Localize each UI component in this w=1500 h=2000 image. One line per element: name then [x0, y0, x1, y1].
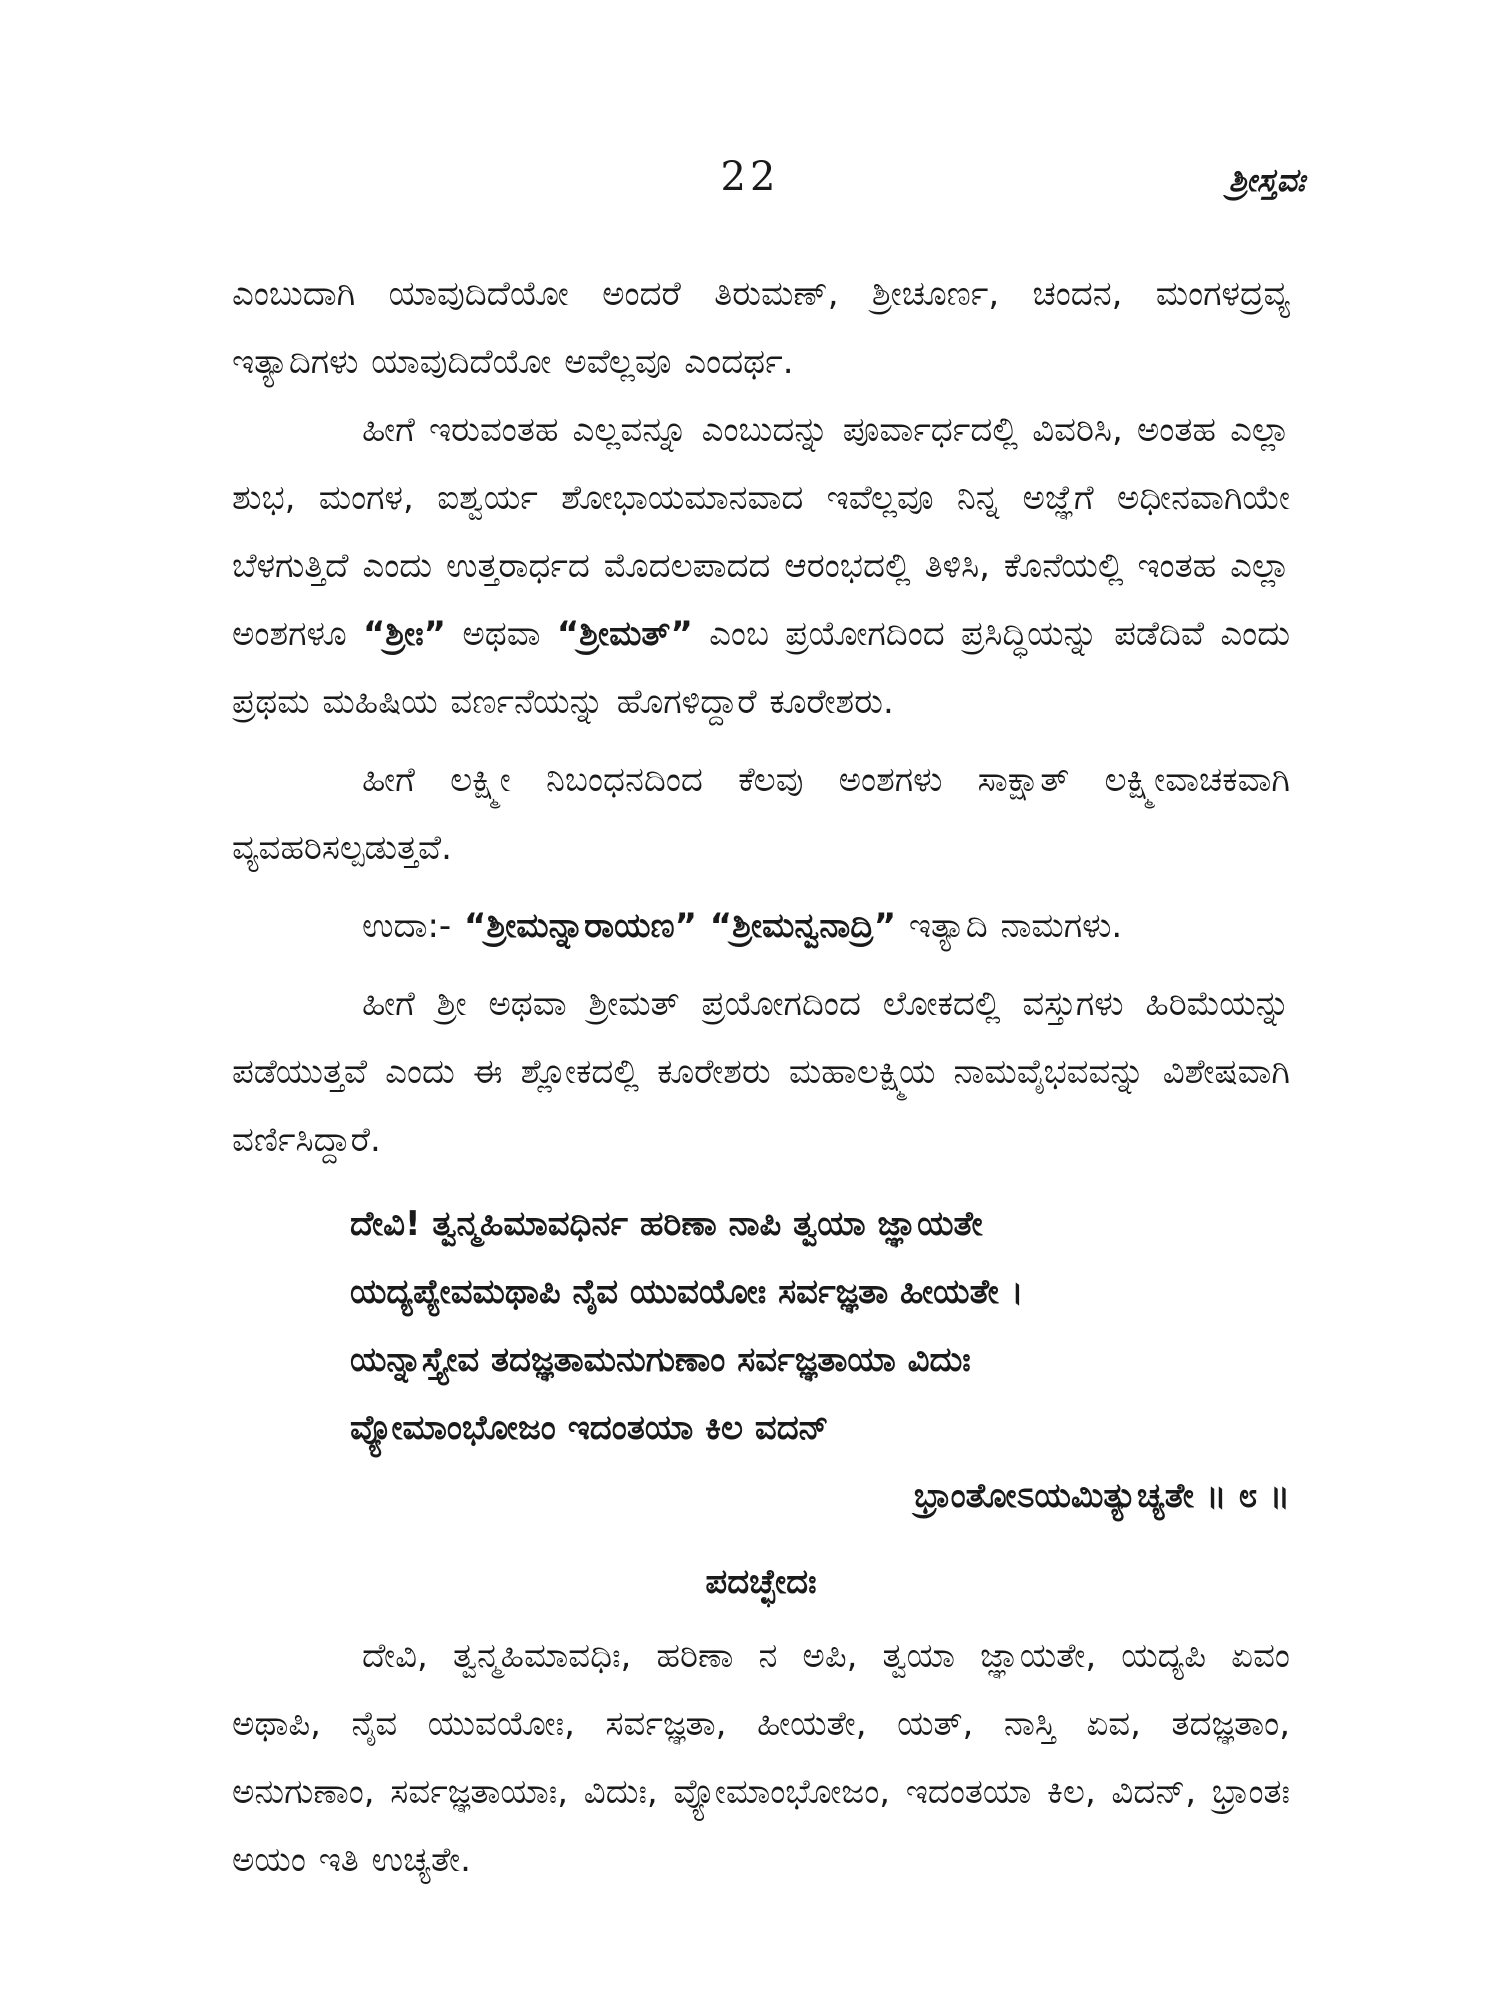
verse-line-2: ಯದ್ಯಪ್ಯೇವಮಥಾಪಿ ನೈವ ಯುವಯೋಃ ಸರ್ವಜ್ಞತಾ ಹೀಯತೇ । — [350, 1272, 1024, 1312]
verse-line-5: ಭ್ರಾಂತೋಽಯಮಿತ್ಯುಚ್ಯತೇ ॥ ೮ ॥ — [913, 1476, 1290, 1516]
paragraph-1: ಎಂಬುದಾಗಿ ಯಾವುದಿದೆಯೋ ಅಂದರೆ ತಿರುಮಣ್, ಶ್ರೀಚೂರ್ಣ, ಚಂದನ, ಮಂಗಳದ್ರವ್ಯ ಇತ್ಯಾದಿಗಳು ಯಾವುದಿದೆಯೋ ಅವೆಲ್ಲವೂ ಎಂದರ್ಥ. — [232, 274, 1290, 382]
paragraph-3: ಹೀಗೆ ಲಕ್ಷ್ಮೀ ನಿಬಂಧನದಿಂದ ಕೆಲವು ಅಂಶಗಳು ಸಾಕ್ಷಾತ್ ಲಕ್ಷ್ಮೀವಾಚಕವಾಗಿ ವ್ಯವಹರಿಸಲ್ಪಡುತ್ತವೆ. — [232, 760, 1290, 868]
example-suffix: ಇತ್ಯಾದಿ ನಾಮಗಳು. — [908, 906, 1123, 946]
example-name-2: “ಶ್ರೀಮನ್ವನಾದ್ರಿ” — [709, 906, 897, 946]
paragraph-4: ಹೀಗೆ ಶ್ರೀ ಅಥವಾ ಶ್ರೀಮತ್ ಪ್ರಯೋಗದಿಂದ ಲೋಕದಲ್ಲಿ ವಸ್ತುಗಳು ಹಿರಿಮೆಯನ್ನು ಪಡೆಯುತ್ತವೆ ಎಂದು ಈ ಶ್ಲೋಕದಲ್ಲಿ ಕೂರೇಶರು ಮಹಾಲಕ್ಷ್ಮಿಯ ನಾಮವೈಭವವನ್ನು ವಿಶೇಷವಾಗಿ ವರ್ಣಿಸಿದ್ದಾರೆ. — [232, 984, 1290, 1160]
paragraph-2 — [232, 396, 1290, 736]
quote-shrimat: “ಶ್ರೀಮತ್” — [556, 614, 693, 654]
paragraph-2-part3: ಎಂಬ ಪ್ರಯೋಗದಿಂದ ಪ್ರಸಿದ್ಧಿಯನ್ನು ಪಡೆದಿವೆ ಎಂದು ಪ್ರಥಮ ಮಹಿಷಿಯ ವರ್ಣನೆಯನ್ನು ಹೊಗಳಿದ್ದಾರೆ ಕೂರೇಶರು. — [232, 614, 1291, 722]
example-prefix: ಉದಾ:- — [362, 906, 452, 946]
quote-shrih: “ಶ್ರೀಃ” — [362, 614, 447, 654]
example-line — [232, 892, 1290, 960]
paragraph-2-part1: ಹೀಗೆ ಇರುವಂತಹ ಎಲ್ಲವನ್ನೂ ಎಂಬುದನ್ನು ಪೂರ್ವಾರ್ಧದಲ್ಲಿ ವಿವರಿಸಿ, ಅಂತಹ ಎಲ್ಲಾ ಶುಭ, ಮಂಗಳ, ಐಶ್ವರ್ಯ ಶೋಭಾಯಮಾನವಾದ ಇವೆಲ್ಲವೂ ನಿನ್ನ ಅಜ್ಞೆಗೆ ಅಧೀನವಾಗಿಯೇ ಬೆಳಗುತ್ತಿದೆ ಎಂದು ಉತ್ತರಾರ್ಧದ ಮೊದಲಪಾದದ ಆರಂಭದಲ್ಲಿ ತಿಳಿಸಿ, ಕೊನೆಯಲ್ಲಿ ಇಂತಹ ಎಲ್ಲಾ ಅಂಶಗಳೂ — [232, 410, 1290, 654]
main-text — [232, 260, 1290, 1894]
paragraph-2-part2: ಅಥವಾ — [462, 614, 541, 654]
verse-block — [350, 1190, 1290, 1530]
word-split-heading: ಪದಚ್ಛೇದಃ — [705, 1562, 817, 1602]
example-name-1: “ಶ್ರೀಮನ್ನಾರಾಯಣ” — [464, 906, 697, 946]
page-number: 22 — [720, 154, 780, 200]
verse-line-1: ದೇವಿ! ತ್ವನ್ಮಹಿಮಾವಧಿರ್ನ ಹರಿಣಾ ನಾಪಿ ತ್ವಯಾ ಜ್ಞಾಯತೇ — [350, 1204, 983, 1244]
running-title: ಶ್ರೀಸ್ತವಃ — [1228, 161, 1305, 199]
verse-line-3: ಯನ್ನಾಸ್ತ್ಯೇವ ತದಜ್ಞತಾಮನುಗುಣಾಂ ಸರ್ವಜ್ಞತಾಯಾ ವಿದುಃ — [350, 1340, 971, 1380]
verse-line-4: ವ್ಯೋಮಾಂಭೋಜಂ ಇದಂತಯಾ ಕಿಲ ವದನ್ — [350, 1408, 829, 1448]
word-split-text: ದೇವಿ, ತ್ವನ್ಮಹಿಮಾವಧಿಃ, ಹರಿಣಾ ನ ಅಪಿ, ತ್ವಯಾ ಜ್ಞಾಯತೇ, ಯದ್ಯಪಿ ಏವಂ ಅಥಾಪಿ, ನೈವ ಯುವಯೋಃ, ಸರ್ವಜ್ಞತಾ, ಹೀಯತೇ, ಯತ್, ನಾಸ್ತಿ ಏವ, ತದಜ್ಞತಾಂ, ಅನುಗುಣಾಂ, ಸರ್ವಜ್ಞತಾಯಾಃ, ವಿದುಃ, ವ್ಯೋಮಾಂಭೋಜಂ, ಇದಂತಯಾ ಕಿಲ, ವಿದನ್, ಭ್ರಾಂತಃ ಅಯಂ ಇತಿ ಉಚ್ಯತೇ. — [232, 1636, 1290, 1880]
